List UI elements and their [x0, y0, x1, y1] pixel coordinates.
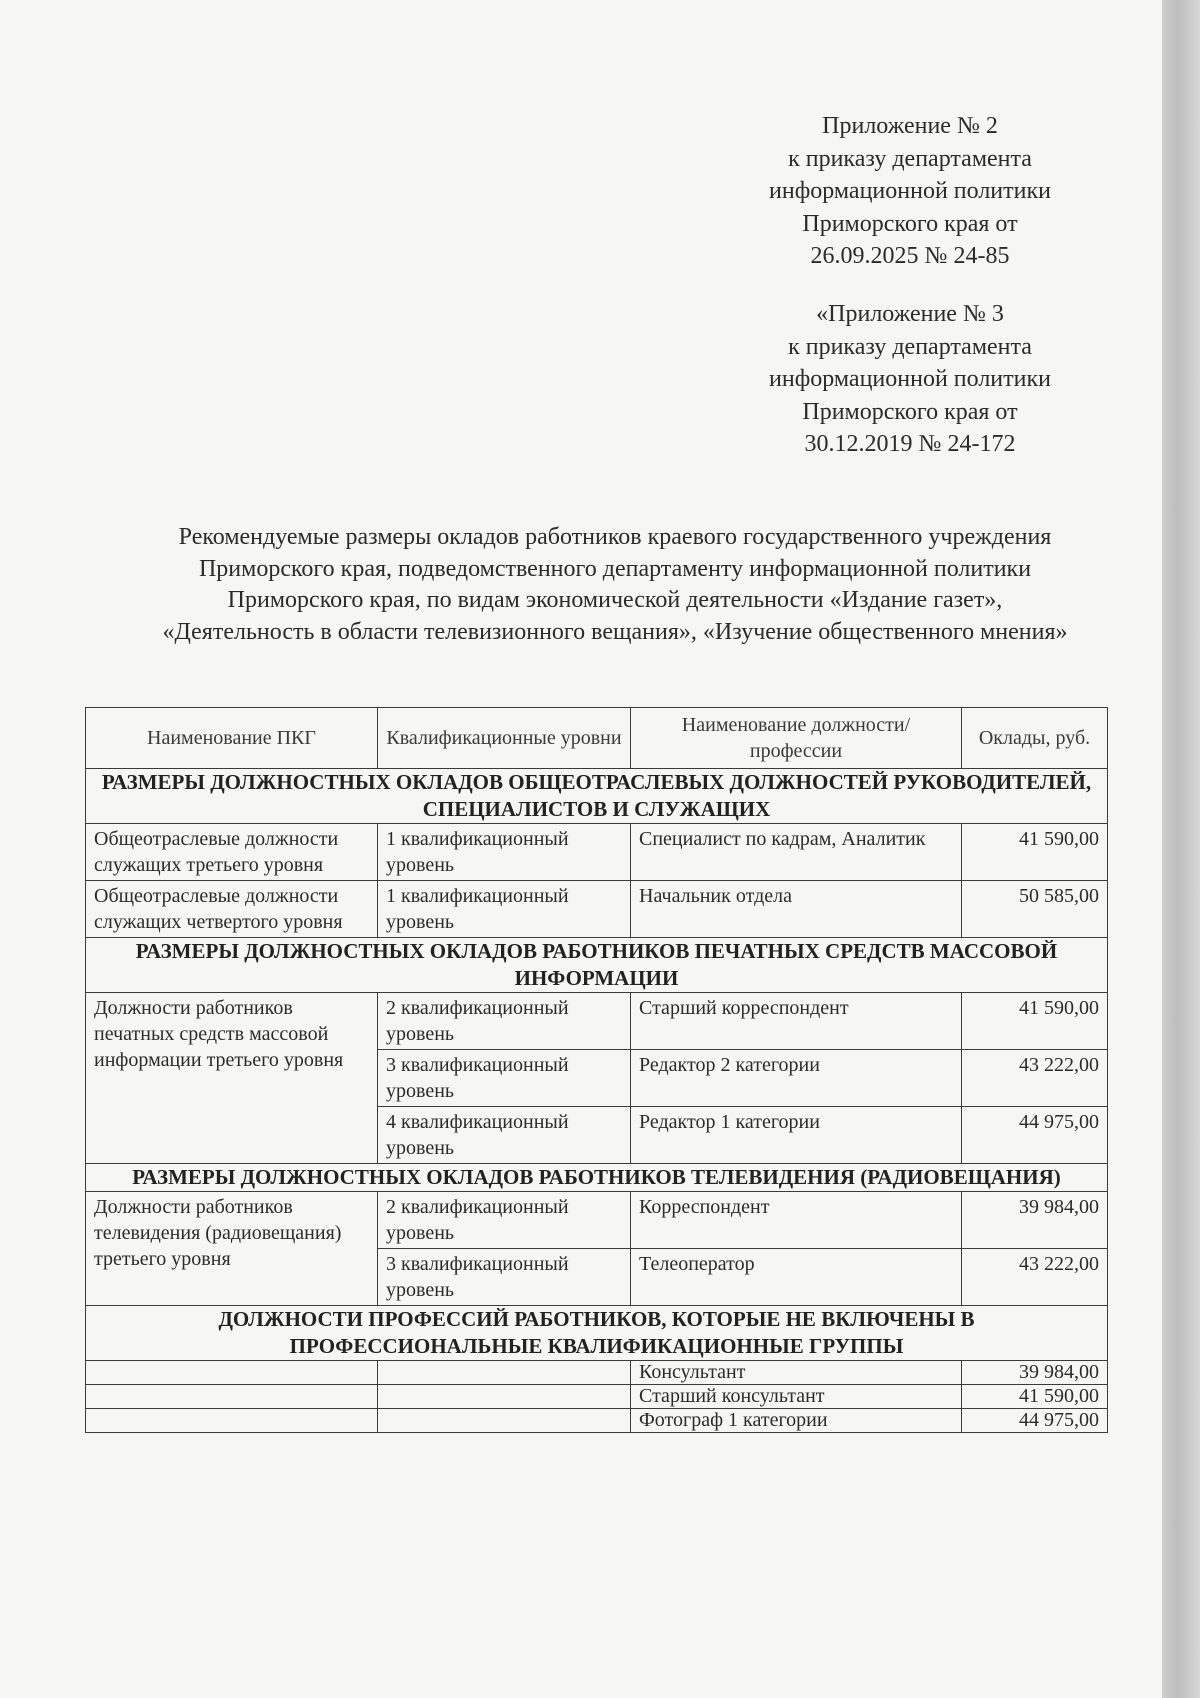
cell-salary: 50 585,00: [962, 881, 1108, 938]
section-header: [86, 1306, 1108, 1361]
cell-position: Старший корреспондент: [631, 993, 962, 1050]
document-title: Рекомендуемые размеры окладов работников краевого государственного учреждения Приморского края, подведомственного департаменту информационной политики Приморского края, по видам экономической деятельности «Издание газет», «Деятельность в области телевизионного вещания», «Изучение общественного мнения»: [162, 524, 1068, 645]
annex-3-line: «Приложение № 3: [816, 301, 1004, 327]
section-title: РАЗМЕРЫ ДОЛЖНОСТНЫХ ОКЛАДОВ РАБОТНИКОВ ПЕЧАТНЫХ СРЕДСТВ МАССОВОЙ ИНФОРМАЦИИ: [86, 938, 1108, 993]
table-row: [86, 881, 1108, 938]
table-row: [86, 1385, 1108, 1409]
cell-salary: 39 984,00: [962, 1192, 1108, 1249]
cell-pkg: Должности работников телевидения (радиовещания) третьего уровня: [86, 1192, 378, 1306]
cell-pkg: [86, 1361, 378, 1385]
cell-position: Редактор 2 категории: [631, 1050, 962, 1107]
annex-2-line: к приказу департамента: [788, 145, 1032, 172]
salary-table: [85, 707, 1108, 1433]
annex-2-line: 26.09.2025 № 24-85: [810, 243, 1010, 269]
cell-level: 4 квалификационный уровень: [378, 1107, 631, 1164]
cell-position: Консультант: [631, 1361, 962, 1385]
annex-2-header: [720, 110, 1100, 273]
cell-salary: 43 222,00: [962, 1050, 1108, 1107]
table-row: [86, 1192, 1108, 1249]
cell-level: 2 квалификационный уровень: [378, 993, 631, 1050]
annex-3-line: к приказу департамента: [788, 333, 1032, 360]
cell-position: Корреспондент: [631, 1192, 962, 1249]
section-header: [86, 769, 1108, 824]
cell-position: Телеоператор: [631, 1249, 962, 1306]
cell-level: 1 квалификационный уровень: [378, 824, 631, 881]
scan-edge-shadow: [1162, 0, 1200, 1698]
cell-position: Фотограф 1 категории: [631, 1409, 962, 1433]
table-row: [86, 1409, 1108, 1433]
table-row: [86, 993, 1108, 1050]
cell-salary: 41 590,00: [962, 993, 1108, 1050]
table-row: [86, 824, 1108, 881]
header-salary: Оклады, руб.: [962, 708, 1108, 769]
cell-salary: 43 222,00: [962, 1249, 1108, 1306]
cell-salary: 39 984,00: [962, 1361, 1108, 1385]
cell-salary: 41 590,00: [962, 1385, 1108, 1409]
section-title: РАЗМЕРЫ ДОЛЖНОСТНЫХ ОКЛАДОВ РАБОТНИКОВ ТЕЛЕВИДЕНИЯ (РАДИОВЕЩАНИЯ): [86, 1164, 1108, 1192]
cell-pkg: [86, 1409, 378, 1433]
cell-salary: 41 590,00: [962, 824, 1108, 881]
cell-position: Специалист по кадрам, Аналитик: [631, 824, 962, 881]
annex-3-header: [720, 298, 1100, 461]
section-header: [86, 1164, 1108, 1192]
annex-2-line: Приморского края от: [802, 210, 1018, 237]
cell-level: [378, 1409, 631, 1433]
annex-3-line: 30.12.2019 № 24-172: [804, 431, 1016, 457]
cell-pkg: Общеотраслевые должности служащих третьего уровня: [86, 824, 378, 881]
cell-level: [378, 1385, 631, 1409]
section-header: [86, 938, 1108, 993]
annex-3-line: информационной политики: [769, 366, 1051, 392]
header-pkg: Наименование ПКГ: [86, 708, 378, 769]
header-position: Наименование должности/профессии: [631, 708, 962, 769]
cell-pkg: Должности работников печатных средств массовой информации третьего уровня: [86, 993, 378, 1164]
header-level: Квалификационные уровни: [378, 708, 631, 769]
section-title: ДОЛЖНОСТИ ПРОФЕССИЙ РАБОТНИКОВ, КОТОРЫЕ НЕ ВКЛЮЧЕНЫ В ПРОФЕССИОНАЛЬНЫЕ КВАЛИФИКАЦИОННЫЕ ГРУППЫ: [86, 1306, 1108, 1361]
cell-salary: 44 975,00: [962, 1107, 1108, 1164]
cell-position: Старший консультант: [631, 1385, 962, 1409]
cell-position: Редактор 1 категории: [631, 1107, 962, 1164]
cell-level: 3 квалификационный уровень: [378, 1249, 631, 1306]
table-row: [86, 1361, 1108, 1385]
table-header-row: [86, 708, 1108, 769]
cell-level: 2 квалификационный уровень: [378, 1192, 631, 1249]
annex-3-line: Приморского края от: [802, 398, 1018, 425]
annex-2-line: Приложение № 2: [822, 113, 998, 139]
cell-pkg: Общеотраслевые должности служащих четвертого уровня: [86, 881, 378, 938]
cell-level: 3 квалификационный уровень: [378, 1050, 631, 1107]
annex-2-line: информационной политики: [769, 178, 1051, 204]
cell-level: [378, 1361, 631, 1385]
cell-level: 1 квалификационный уровень: [378, 881, 631, 938]
section-title: РАЗМЕРЫ ДОЛЖНОСТНЫХ ОКЛАДОВ ОБЩЕОТРАСЛЕВЫХ ДОЛЖНОСТЕЙ РУКОВОДИТЕЛЕЙ, СПЕЦИАЛИСТОВ И СЛУЖАЩИХ: [86, 769, 1108, 824]
cell-salary: 44 975,00: [962, 1409, 1108, 1433]
cell-pkg: [86, 1385, 378, 1409]
cell-position: Начальник отдела: [631, 881, 962, 938]
